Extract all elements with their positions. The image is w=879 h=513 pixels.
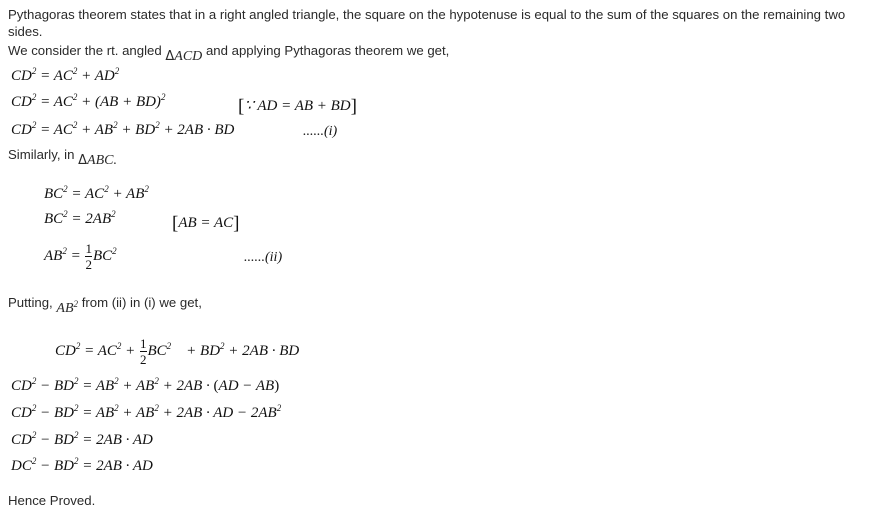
intro-paragraph: Pythagoras theorem states that in a right angled triangle, the square on the hypotenuse is equal to the sum of the squares on the remaining two sides. (8, 7, 846, 39)
reason-2-text: AB = AC (178, 215, 234, 231)
equation-1-3: $CD^2 = AC^2 + AB^2 + BD^2 + 2AB$ · BD (11, 120, 235, 138)
reason-1-text: ∵ AD = AB + BD (244, 98, 351, 114)
reason-1: [∵ AD = AB + BD] (238, 96, 357, 117)
triangle-acd: ΔACD (165, 49, 203, 64)
putting-text: Putting, (8, 295, 53, 310)
equation-2-3: $AB^2$ = $\frac{1}{2}$ $BC^2$ (44, 241, 117, 272)
consider-line (8, 42, 450, 64)
triangle-abc-label: ABC (87, 153, 114, 168)
similarly-line (8, 146, 117, 168)
putting-term: $AB^2$ (56, 299, 79, 316)
equation-2-1: $BC^2 = AC^2 + AB^2$ (44, 184, 149, 202)
triangle-abc: ΔABC. (78, 153, 117, 168)
equation-3-5: $DC^2 - BD^2 = 2AB$ · AD (11, 456, 153, 474)
conclusion-text: Hence Proved. (8, 493, 96, 508)
putting-text-after: from (ii) in (i) we get, (81, 295, 202, 310)
equation-3-4: $CD^2 - BD^2 = 2AB$ · AD (11, 430, 153, 448)
fraction-half-2: $\frac{1}{2}$ (140, 336, 147, 367)
equation-2-2: $BC^2 = 2AB^2$ (44, 209, 116, 227)
consider-text-after: and applying Pythagoras theorem we get, (205, 43, 450, 58)
putting-line (8, 294, 202, 316)
fraction-half: $\frac{1}{2}$ (85, 241, 92, 272)
equation-1-2: $CD^2 = AC^2 + (AB + BD)^2$ (11, 92, 166, 110)
triangle-acd-label: ACD (174, 49, 203, 64)
consider-text: We consider the rt. angled (8, 43, 162, 58)
triangle-abc-dot: . (113, 153, 117, 168)
reason-2: [AB = AC] (172, 213, 240, 234)
equation-3-1: $CD^2 = AC^2$ + $\frac{1}{2}$ $BC^2$ + $BD^2 + 2AB$ · BD (55, 336, 300, 367)
equation-1-1: $CD^2 = AC^2 + AD^2$ (11, 66, 120, 84)
label-ii: ......(ii) (244, 250, 283, 265)
similarly-text: Similarly, in (8, 147, 75, 162)
equation-3-3: $CD^2 - BD^2 = AB^2 + AB^2 + 2AB$ · AD − $2AB^2$ (11, 403, 282, 421)
label-i: ......(i) (303, 124, 338, 139)
equation-3-2: $CD^2 - BD^2 = AB^2 + AB^2 + 2AB \cdot (AD - AB)$ (11, 376, 280, 394)
